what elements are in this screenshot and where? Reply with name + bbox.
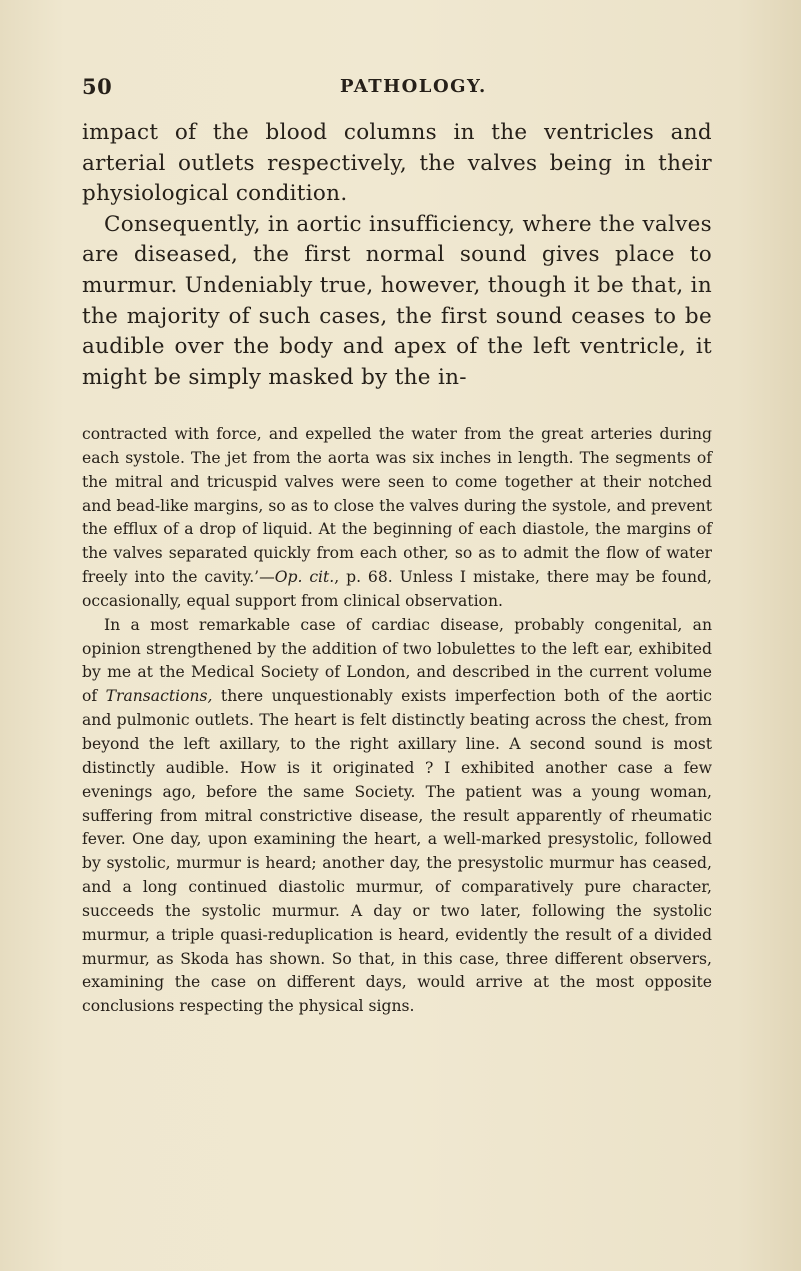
quote-text: contracted with force, and expelled the water from the great arteries during each systole. The jet from the aorta was six inches in length. The segments of the mitral and tricuspid valves were seen to come together at their notched and bead-like margins, so as to close the valves during the systole, and prevent the efflux of a drop of liquid. At the beginning of each diastole, the margins of the valves separated quickly from each other, so as to admit the flow of water freely into the cavity.’—	[82, 425, 712, 587]
paragraph-aortic-insufficiency: Consequently, in aortic insufficiency, where the valves are diseased, the first normal sound gives place to murmur. Undeniably true, however, though it be that, in the majority of such cases, the first sound ceases to be audible over the body and apex of the left ventricle, it might be simply masked by the in-	[82, 211, 712, 390]
large-type-text	[82, 118, 712, 393]
page-header	[82, 74, 682, 104]
page-number: 50	[82, 74, 113, 99]
quoted-passage	[82, 423, 712, 614]
running-title: PATHOLOGY.	[340, 76, 487, 97]
paragraph-cardiac-case	[82, 614, 712, 1019]
case-text-rest: there unquestionably exists imperfection both of the aortic and pulmonic outlets. The heart is felt distinctly beating across the chest, from beyond the left axillary, to the right axillary line. A second sound is most distinctly audible. How is it originated ? I exhibited another case a few evenings ago, before the same Society. The patient was a young woman, suffering from mitral constrictive disease, the result apparently of rheumatic fever. One day, upon examining the heart, a well-marked presystolic, followed by systolic, murmur is heard; another day, the presystolic murmur has ceased, and a long continued diastolic murmur, of comparatively pure character, succeeds the systolic murmur. A day or two later, following the systolic murmur, a triple quasi-reduplication is heard, evidently the result of a divided murmur, as Skoda has shown. So that, in this case, three different observers, examining the case on different days, would arrive at the most opposite conclusions respecting the physical signs.	[82, 687, 712, 1016]
case-text-start: In a most remarkable case of cardiac disease, probably congenital, an opinion strengthened by the addition of two lobulettes to the left ear, exhibited by me at the Medical Society of London, and described in the current volume of	[82, 615, 712, 706]
transactions-title: Transactions,	[105, 687, 213, 706]
small-type-text	[82, 423, 712, 1019]
paragraph-continued: impact of the blood columns in the ventricles and arterial outlets respectively, the valves being in their physiological condition.	[82, 120, 712, 207]
quote-citation: Op. cit.	[274, 568, 335, 587]
quote-continuation: , p. 68. Unless I mistake, there may be found, occasionally, equal support from clinical observation.	[82, 568, 712, 610]
